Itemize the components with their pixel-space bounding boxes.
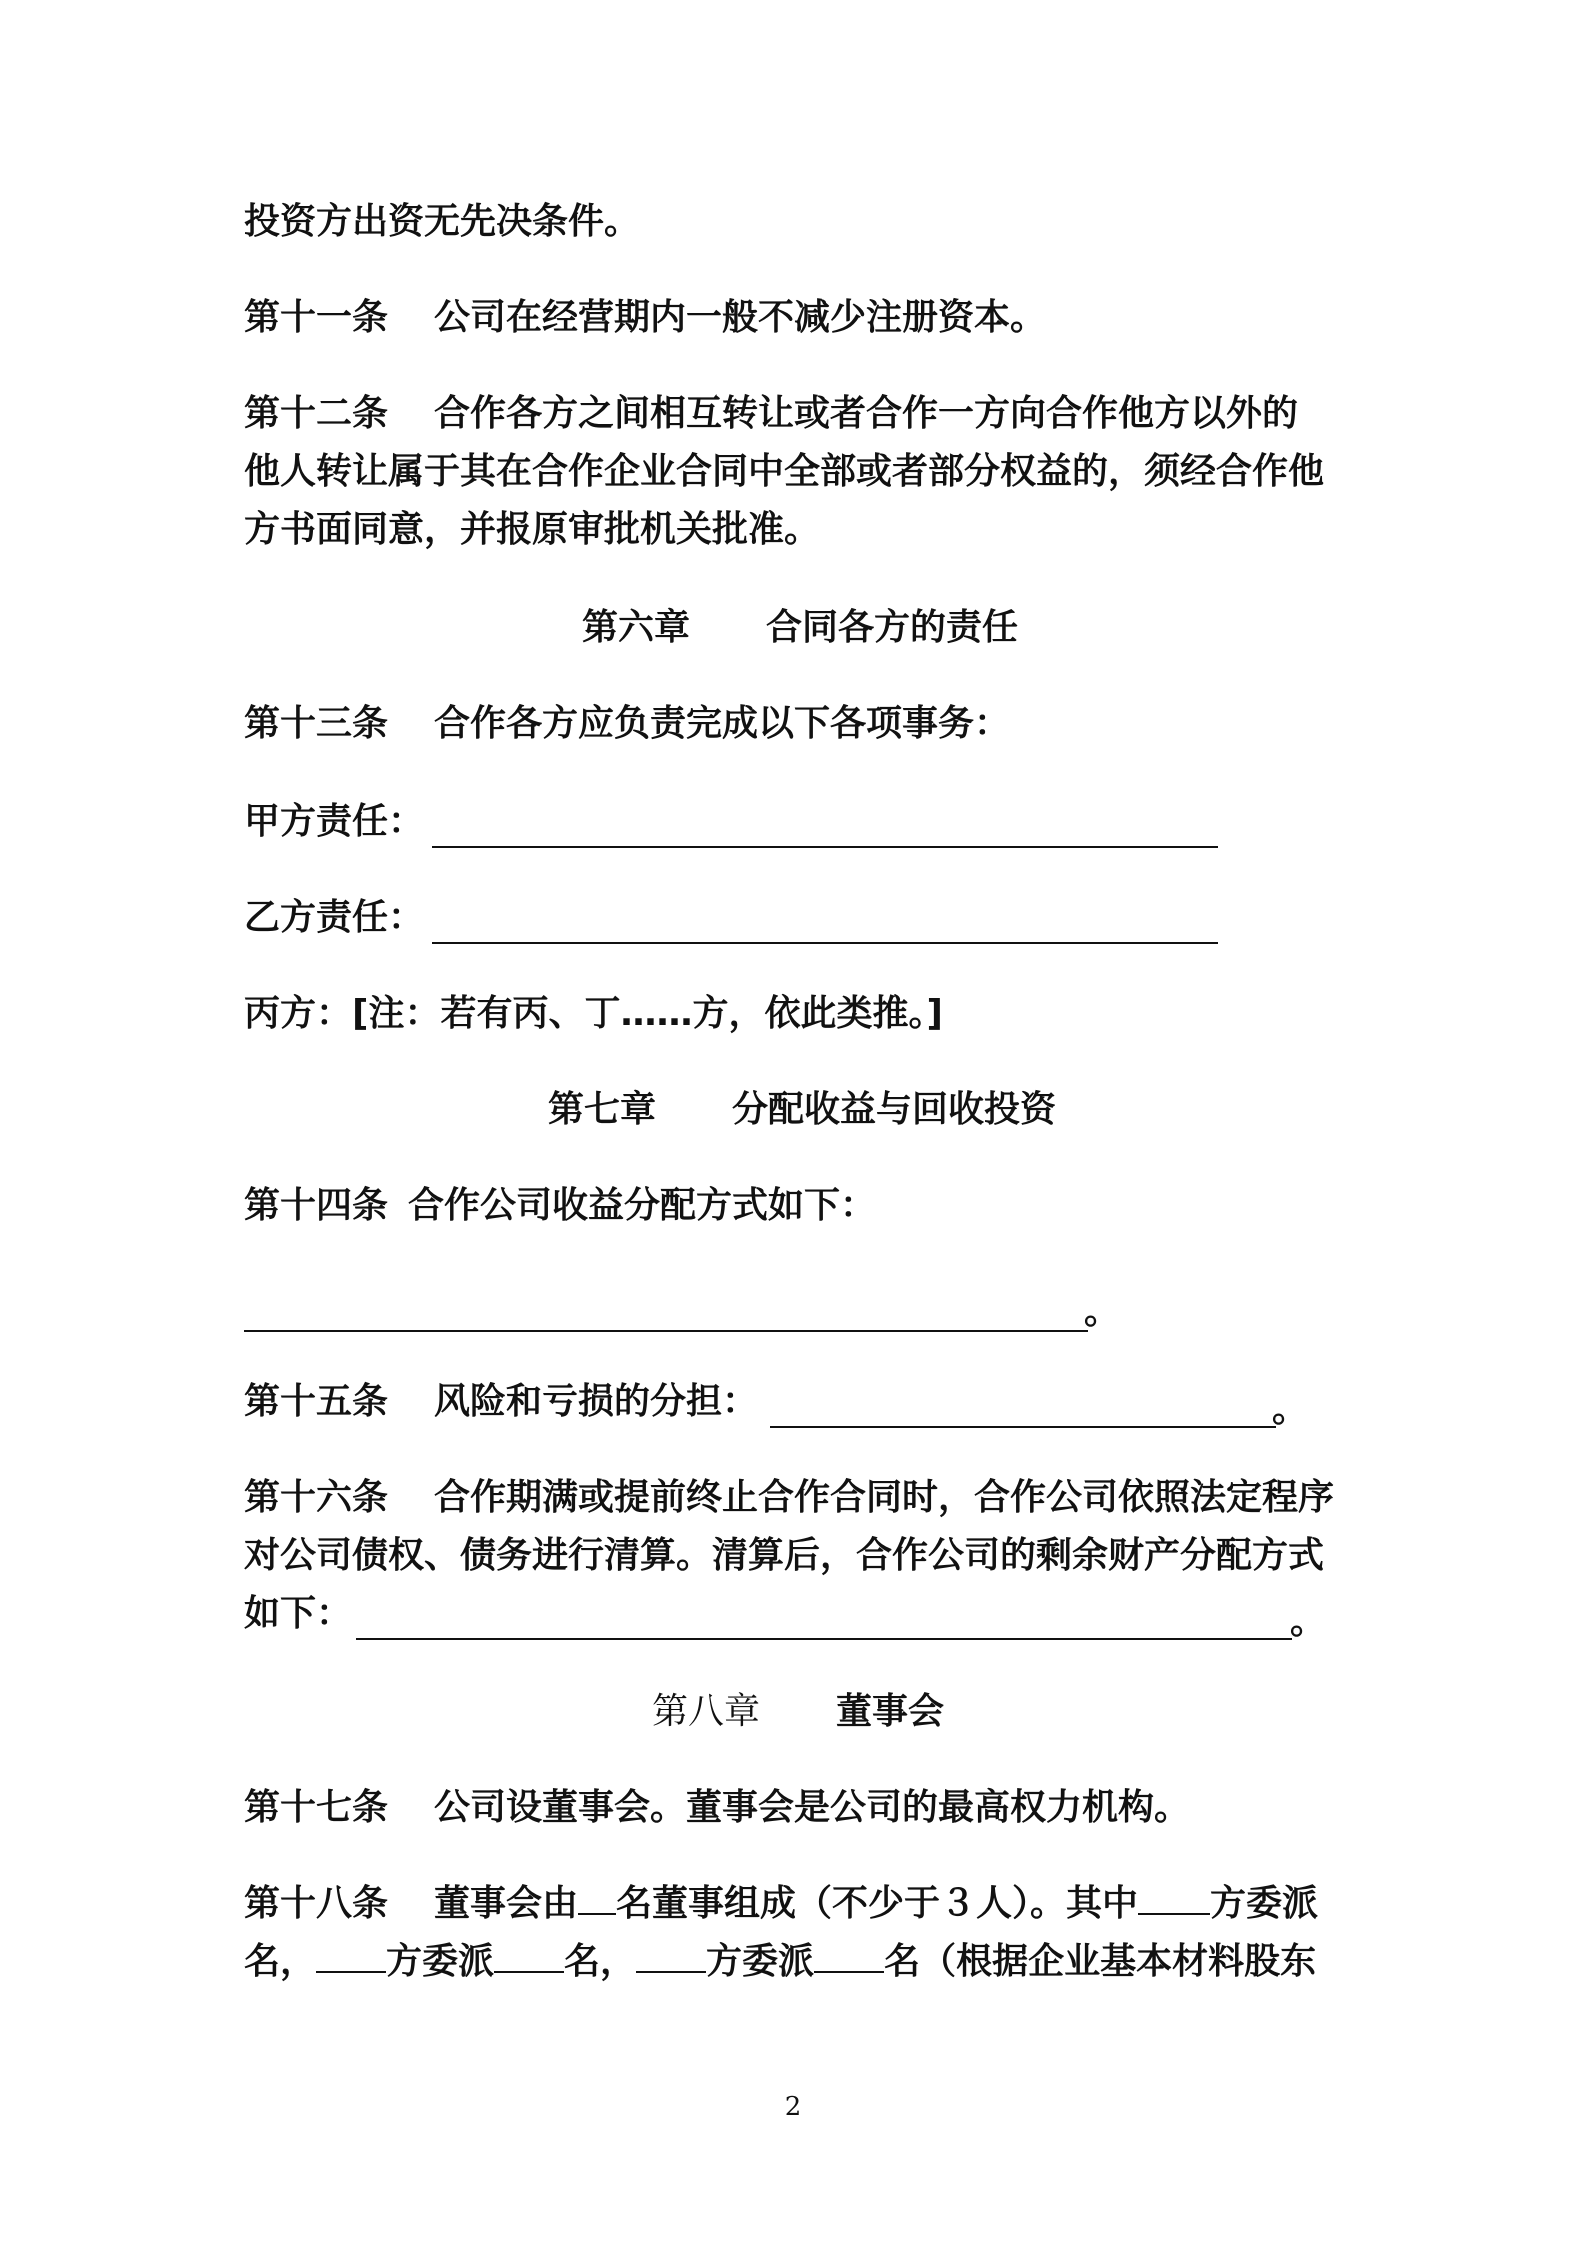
article-text: 方委派: [706, 1941, 815, 1982]
count-blank: [814, 1971, 884, 1973]
party-b-label: 乙方责任：: [244, 897, 425, 938]
chapter-number: 第六章: [582, 607, 691, 648]
article-14: [244, 1184, 876, 1228]
risk-sharing-blank-line: [770, 1426, 1276, 1428]
article-text: 公司设董事会。董事会是公司的最高权力机构。: [434, 1787, 1191, 1828]
article-number: 第十五条: [244, 1381, 389, 1422]
income-distribution-blank-line: [244, 1330, 1088, 1332]
article-11: [244, 296, 1046, 340]
party-a-blank-line: [432, 846, 1218, 848]
director-count-blank: [578, 1913, 616, 1915]
article-number: 第十三条: [244, 703, 389, 744]
chapter-7-heading: [548, 1088, 1056, 1132]
period-mark: 。: [1084, 1291, 1121, 1332]
article-number: 第十七条: [244, 1787, 389, 1828]
article-text: 方委派: [1210, 1883, 1319, 1924]
period-mark: 。: [1290, 1601, 1327, 1642]
party-a-label: 甲方责任：: [244, 801, 425, 842]
article-number: 第十二条: [244, 393, 389, 434]
article-16-line-2: 对公司债权、债务进行清算。清算后，合作公司的剩余财产分配方式: [244, 1535, 1325, 1576]
article-text: 名（根据企业基本材料股东: [884, 1941, 1317, 1982]
article-16-line-1: [244, 1476, 1334, 1520]
article-18-line-1: [244, 1882, 1318, 1926]
article-12-line-1: [244, 392, 1298, 436]
page-number: 2: [784, 2092, 802, 2122]
chapter-title: 合同各方的责任: [766, 607, 1019, 648]
article-text: 公司在经营期内一般不减少注册资本。: [434, 297, 1047, 338]
period-mark: 。: [1272, 1389, 1309, 1430]
party-c-note: 丙方：[注：若有丙、丁……方，依此类推。]: [244, 993, 943, 1034]
article-number: 第十六条: [244, 1477, 389, 1518]
paragraph-continuation: 投资方出资无先决条件。: [244, 201, 641, 242]
article-text: 名，: [244, 1941, 317, 1982]
party-blank: [636, 1971, 706, 1973]
article-12-line-3: 方书面同意，并报原审批机关批准。: [244, 509, 821, 550]
article-15: [244, 1380, 758, 1424]
article-number: 第十八条: [244, 1883, 389, 1924]
article-text: 方委派: [386, 1941, 495, 1982]
article-text: 合作各方应负责完成以下各项事务：: [434, 703, 1011, 744]
article-17: [244, 1786, 1190, 1830]
article-number: 第十四条: [244, 1185, 389, 1226]
article-text: 名，: [564, 1941, 637, 1982]
party-blank: [1138, 1913, 1210, 1915]
chapter-6-heading: [582, 606, 1018, 650]
article-number: 第十一条: [244, 297, 389, 338]
count-blank: [494, 1971, 564, 1973]
article-18-line-2: [244, 1940, 1316, 1984]
party-b-blank-line: [432, 942, 1218, 944]
article-text: 合作公司收益分配方式如下：: [408, 1185, 877, 1226]
chapter-title: 分配收益与回收投资: [732, 1089, 1057, 1130]
party-blank: [316, 1971, 386, 1973]
article-13: [244, 702, 1010, 746]
article-text: 合作期满或提前终止合作合同时，合作公司依照法定程序: [434, 1477, 1335, 1518]
article-text: 风险和亏损的分担：: [434, 1381, 759, 1422]
article-16-line-3: 如下：: [244, 1593, 353, 1634]
article-text: 董事会由: [434, 1883, 579, 1924]
article-text: 名董事组成（不少于３人）。其中: [616, 1883, 1139, 1924]
article-text: 合作各方之间相互转让或者合作一方向合作他方以外的: [434, 393, 1299, 434]
chapter-title: 董事会: [836, 1691, 945, 1732]
residual-assets-blank-line: [356, 1638, 1292, 1640]
article-12-line-2: 他人转让属于其在合作企业合同中全部或者部分权益的，须经合作他: [244, 451, 1325, 492]
chapter-8-heading: [652, 1690, 944, 1734]
chapter-number: 第八章: [652, 1691, 761, 1732]
chapter-number: 第七章: [548, 1089, 657, 1130]
